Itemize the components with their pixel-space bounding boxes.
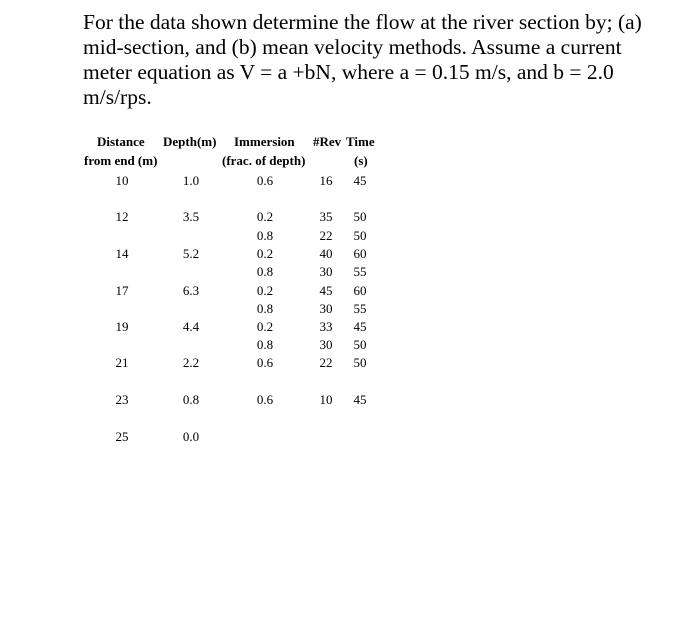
cell-rev: 35	[319, 209, 333, 224]
cell-time: 60	[353, 246, 367, 261]
cell-distance: 14	[115, 246, 129, 261]
cell-immersion: 0.8	[256, 228, 274, 243]
header-immersion: Immersion	[234, 134, 295, 149]
cell-time: 50	[353, 228, 367, 243]
cell-depth: 1.0	[182, 173, 200, 188]
cell-depth: 4.4	[182, 319, 200, 334]
cell-depth: 5.2	[182, 246, 200, 261]
cell-rev: 45	[319, 283, 333, 298]
cell-immersion: 0.6	[256, 392, 274, 407]
header-immersion-unit: (frac. of depth)	[222, 153, 306, 168]
cell-immersion: 0.6	[256, 173, 274, 188]
cell-rev: 30	[319, 337, 333, 352]
cell-rev: 30	[319, 301, 333, 316]
cell-immersion: 0.6	[256, 355, 274, 370]
cell-depth: 2.2	[182, 355, 200, 370]
header-time: Time	[346, 134, 375, 149]
cell-immersion: 0.8	[256, 301, 274, 316]
cell-distance: 21	[115, 355, 129, 370]
cell-rev: 16	[319, 173, 333, 188]
cell-time: 45	[353, 392, 367, 407]
cell-rev: 33	[319, 319, 333, 334]
header-time-unit: (s)	[354, 153, 368, 168]
cell-time: 45	[353, 319, 367, 334]
cell-immersion: 0.2	[256, 319, 274, 334]
cell-rev: 30	[319, 264, 333, 279]
cell-immersion: 0.2	[256, 246, 274, 261]
cell-immersion: 0.8	[256, 264, 274, 279]
header-distance: Distance	[97, 134, 145, 149]
cell-distance: 25	[115, 429, 129, 444]
cell-rev: 22	[319, 228, 333, 243]
cell-immersion: 0.2	[256, 209, 274, 224]
cell-rev: 10	[319, 392, 333, 407]
cell-time: 50	[353, 337, 367, 352]
cell-time: 55	[353, 264, 367, 279]
cell-time: 45	[353, 173, 367, 188]
cell-depth: 0.8	[182, 392, 200, 407]
header-rev: #Rev	[313, 134, 342, 149]
cell-distance: 19	[115, 319, 129, 334]
cell-immersion: 0.2	[256, 283, 274, 298]
cell-distance: 23	[115, 392, 129, 407]
cell-rev: 40	[319, 246, 333, 261]
cell-time: 60	[353, 283, 367, 298]
header-distance-unit: from end (m)	[84, 153, 158, 168]
header-depth: Depth(m)	[163, 134, 217, 149]
cell-distance: 12	[115, 209, 129, 224]
cell-time: 50	[353, 209, 367, 224]
cell-depth: 0.0	[182, 429, 200, 444]
cell-distance: 10	[115, 173, 129, 188]
problem-statement: For the data shown determine the flow at the river section by; (a) mid-section, and (b) mean velocity methods. Assume a current meter equation as V = a +bN, where a = 0.15 m/s, and b = 2.0 m/s/rps.	[83, 10, 642, 109]
cell-distance: 17	[115, 283, 129, 298]
cell-depth: 3.5	[182, 209, 200, 224]
cell-depth: 6.3	[182, 283, 200, 298]
cell-time: 55	[353, 301, 367, 316]
cell-immersion: 0.8	[256, 337, 274, 352]
cell-time: 50	[353, 355, 367, 370]
cell-rev: 22	[319, 355, 333, 370]
